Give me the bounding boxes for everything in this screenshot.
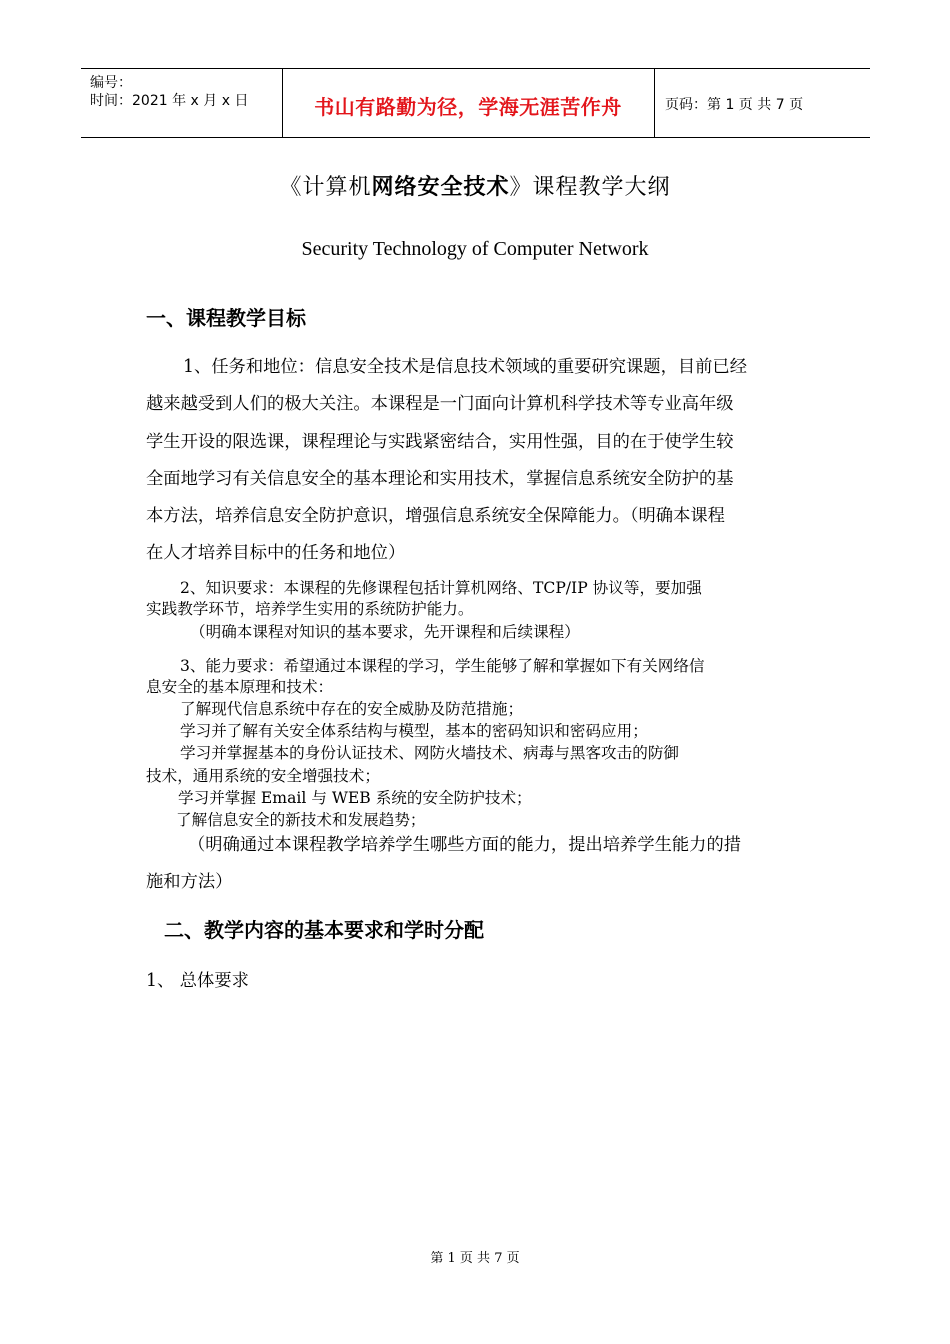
section2-heading: 二、教学内容的基本要求和学时分配 bbox=[164, 918, 484, 942]
p2-line: 实践教学环节，培养学生实用的系统防护能力。 bbox=[146, 600, 474, 618]
date-label: 时间：2021 年 x 月 x 日 bbox=[90, 93, 249, 109]
p1-line: 全面地学习有关信息安全的基本理论和实用技术，掌握信息系统安全防护的基 bbox=[146, 469, 734, 489]
p3-line: 技术，通用系统的安全增强技术； bbox=[146, 767, 380, 785]
p1-line: 在人才培养目标中的任务和地位） bbox=[146, 543, 406, 563]
document-title bbox=[0, 170, 950, 201]
p3-note: （明确通过本课程教学培养学生哪些方面的能力，提出培养学生能力的措 bbox=[188, 835, 742, 855]
p1-line: 学生开设的限选课，课程理论与实践紧密结合，实用性强，目的在于使学生较 bbox=[146, 432, 734, 452]
page-footer: 第 1 页 共 7 页 bbox=[430, 1251, 520, 1266]
header-motto: 书山有路勤为径，学海无涯苦作舟 bbox=[314, 95, 622, 119]
p3-line: 学习并了解有关安全体系结构与模型，基本的密码知识和密码应用； bbox=[180, 722, 648, 740]
p3-line: 学习并掌握 Email 与 WEB 系统的安全防护技术； bbox=[178, 789, 532, 807]
title-post: 》课程教学大纲 bbox=[509, 175, 671, 200]
p2-line: 2、知识要求：本课程的先修课程包括计算机网络、TCP/IP 协议等，要加强 bbox=[180, 579, 702, 597]
section2-item: 1、 总体要求 bbox=[146, 971, 249, 991]
section1-heading: 一、课程教学目标 bbox=[146, 306, 306, 330]
title-bold: 网络安全技术 bbox=[371, 175, 510, 200]
document-subtitle: Security Technology of Computer Network bbox=[301, 238, 649, 260]
title-pre: 《计算机 bbox=[279, 175, 372, 200]
p3-line: 息安全的基本原理和技术： bbox=[146, 678, 334, 696]
p3-line: 3、能力要求：希望通过本课程的学习，学生能够了解和掌握如下有关网络信 bbox=[180, 657, 705, 675]
p1-line: 1、任务和地位：信息安全技术是信息技术领域的重要研究课题，目前已经 bbox=[183, 357, 747, 377]
page-header bbox=[81, 68, 870, 138]
p3-line: 学习并掌握基本的身份认证技术、网防火墙技术、病毒与黑客攻击的防御 bbox=[180, 744, 680, 762]
header-info-cell bbox=[81, 69, 283, 137]
header-page-label: 页码：第 1 页 共 7 页 bbox=[665, 97, 804, 113]
p1-line: 本方法，培养信息安全防护意识，增强信息系统安全保障能力。（明确本课程 bbox=[146, 506, 725, 526]
serial-label: 编号： bbox=[90, 75, 132, 91]
p3-line: 了解现代信息系统中存在的安全威胁及防范措施； bbox=[180, 700, 524, 718]
p1-line: 越来越受到人们的极大关注。本课程是一门面向计算机科学技术等专业高年级 bbox=[146, 394, 734, 414]
p3-line: 了解信息安全的新技术和发展趋势； bbox=[176, 811, 426, 829]
header-page-cell bbox=[655, 69, 870, 137]
header-motto-cell bbox=[282, 69, 655, 137]
p2-note: （明确本课程对知识的基本要求，先开课程和后续课程） bbox=[190, 623, 580, 641]
p3-note: 施和方法） bbox=[146, 872, 233, 892]
